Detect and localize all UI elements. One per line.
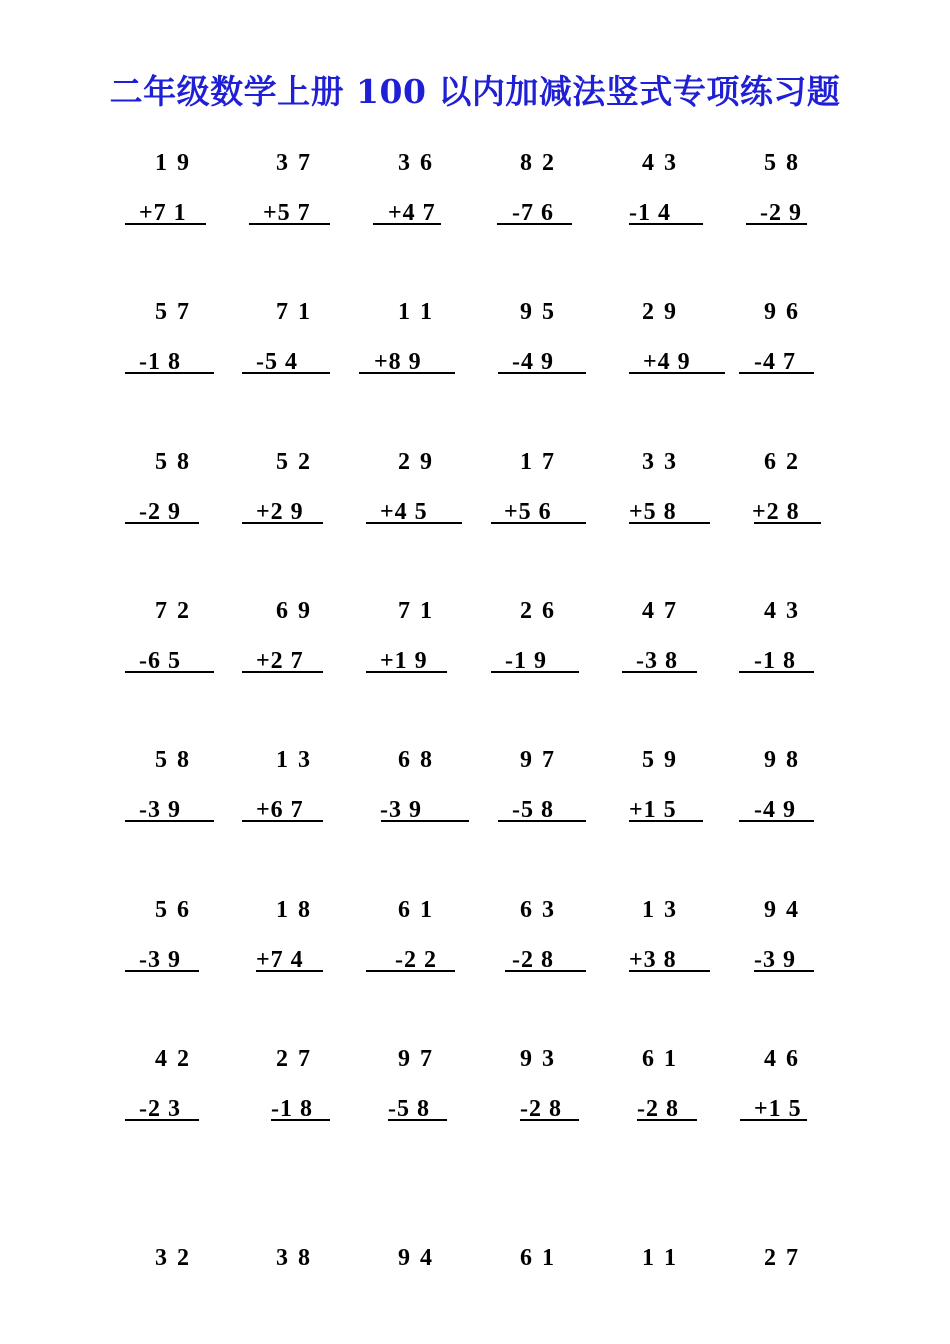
top-number: 3 6 [398, 150, 434, 176]
bottom-operand: -1 9 [505, 648, 547, 674]
bottom-operand: +5 7 [263, 200, 311, 226]
bottom-operand: +4 9 [643, 349, 691, 375]
top-number: 6 1 [520, 1245, 556, 1271]
bottom-operand: -2 8 [637, 1096, 679, 1122]
bottom-operand: -5 8 [388, 1096, 430, 1122]
page-title: 二年级数学上册 100 以内加减法竖式专项练习题 [109, 72, 841, 111]
top-number: 3 8 [276, 1245, 312, 1271]
top-number: 9 4 [398, 1245, 434, 1271]
top-number: 2 7 [276, 1046, 312, 1072]
top-number: 4 2 [155, 1046, 191, 1072]
top-number: 8 2 [520, 150, 556, 176]
top-number: 9 3 [520, 1046, 556, 1072]
top-number: 2 9 [642, 299, 678, 325]
bottom-operand: -6 5 [139, 648, 181, 674]
bottom-operand: -2 3 [139, 1096, 181, 1122]
bottom-operand: -2 9 [139, 499, 181, 525]
problem [0, 1243, 950, 1333]
top-number: 2 7 [764, 1245, 800, 1271]
top-number: 9 7 [520, 747, 556, 773]
bottom-operand: +2 7 [256, 648, 304, 674]
top-number: 5 8 [155, 747, 191, 773]
bottom-operand: -1 8 [139, 349, 181, 375]
bottom-operand: -4 9 [754, 797, 796, 823]
bottom-operand: +4 7 [388, 200, 436, 226]
bottom-operand: +8 9 [374, 349, 422, 375]
answer-line [746, 223, 807, 225]
top-number: 2 9 [398, 449, 434, 475]
top-number: 7 2 [155, 598, 191, 624]
top-number: 2 6 [520, 598, 556, 624]
bottom-operand: -3 9 [754, 947, 796, 973]
top-number: 9 5 [520, 299, 556, 325]
top-number: 1 7 [520, 449, 556, 475]
top-number: 4 3 [764, 598, 800, 624]
bottom-operand: -4 7 [754, 349, 796, 375]
top-number: 1 3 [642, 897, 678, 923]
top-number: 1 3 [276, 747, 312, 773]
bottom-operand: +7 4 [256, 947, 304, 973]
bottom-operand: +1 5 [629, 797, 677, 823]
top-number: 1 1 [398, 299, 434, 325]
answer-line [739, 671, 814, 673]
bottom-operand: -3 9 [380, 797, 422, 823]
answer-line [739, 820, 814, 822]
top-number: 5 6 [155, 897, 191, 923]
top-number: 4 7 [642, 598, 678, 624]
bottom-operand: +4 5 [380, 499, 428, 525]
problem [0, 895, 950, 985]
problem [0, 596, 950, 686]
top-number: 9 4 [764, 897, 800, 923]
bottom-operand: +5 8 [629, 499, 677, 525]
problem [0, 148, 950, 238]
top-number: 1 8 [276, 897, 312, 923]
top-number: 4 6 [764, 1046, 800, 1072]
problem [0, 745, 950, 835]
top-number: 7 1 [276, 299, 312, 325]
top-number: 3 7 [276, 150, 312, 176]
answer-line [754, 522, 821, 524]
bottom-operand: +1 9 [380, 648, 428, 674]
bottom-operand: -3 9 [139, 797, 181, 823]
top-number: 1 1 [642, 1245, 678, 1271]
top-number: 3 2 [155, 1245, 191, 1271]
bottom-operand: +5 6 [504, 499, 552, 525]
bottom-operand: -2 9 [760, 200, 802, 226]
bottom-operand: -2 8 [512, 947, 554, 973]
top-number: 6 3 [520, 897, 556, 923]
bottom-operand: -2 8 [520, 1096, 562, 1122]
bottom-operand: +6 7 [256, 797, 304, 823]
top-number: 5 8 [764, 150, 800, 176]
top-number: 3 3 [642, 449, 678, 475]
bottom-operand: -2 2 [395, 947, 437, 973]
bottom-operand: +3 8 [629, 947, 677, 973]
top-number: 9 7 [398, 1046, 434, 1072]
top-number: 5 8 [155, 449, 191, 475]
bottom-operand: -5 8 [512, 797, 554, 823]
bottom-operand: -3 9 [139, 947, 181, 973]
bottom-operand: +2 8 [752, 499, 800, 525]
bottom-operand: +2 9 [256, 499, 304, 525]
top-number: 5 2 [276, 449, 312, 475]
top-number: 6 1 [398, 897, 434, 923]
top-number: 5 9 [642, 747, 678, 773]
bottom-operand: -7 6 [512, 200, 554, 226]
answer-line [740, 1119, 807, 1121]
answer-line [754, 970, 814, 972]
top-number: 6 2 [764, 449, 800, 475]
bottom-operand: -4 9 [512, 349, 554, 375]
bottom-operand: -1 4 [629, 200, 671, 226]
bottom-operand: +1 5 [754, 1096, 802, 1122]
top-number: 9 6 [764, 299, 800, 325]
problem [0, 1044, 950, 1134]
bottom-operand: -3 8 [636, 648, 678, 674]
bottom-operand: +7 1 [139, 200, 187, 226]
problem [0, 447, 950, 537]
top-number: 4 3 [642, 150, 678, 176]
top-number: 6 8 [398, 747, 434, 773]
bottom-operand: -1 8 [754, 648, 796, 674]
top-number: 6 1 [642, 1046, 678, 1072]
bottom-operand: -5 4 [256, 349, 298, 375]
top-number: 5 7 [155, 299, 191, 325]
bottom-operand: -1 8 [271, 1096, 313, 1122]
answer-line [739, 372, 814, 374]
top-number: 1 9 [155, 150, 191, 176]
top-number: 9 8 [764, 747, 800, 773]
problem [0, 297, 950, 387]
top-number: 7 1 [398, 598, 434, 624]
top-number: 6 9 [276, 598, 312, 624]
